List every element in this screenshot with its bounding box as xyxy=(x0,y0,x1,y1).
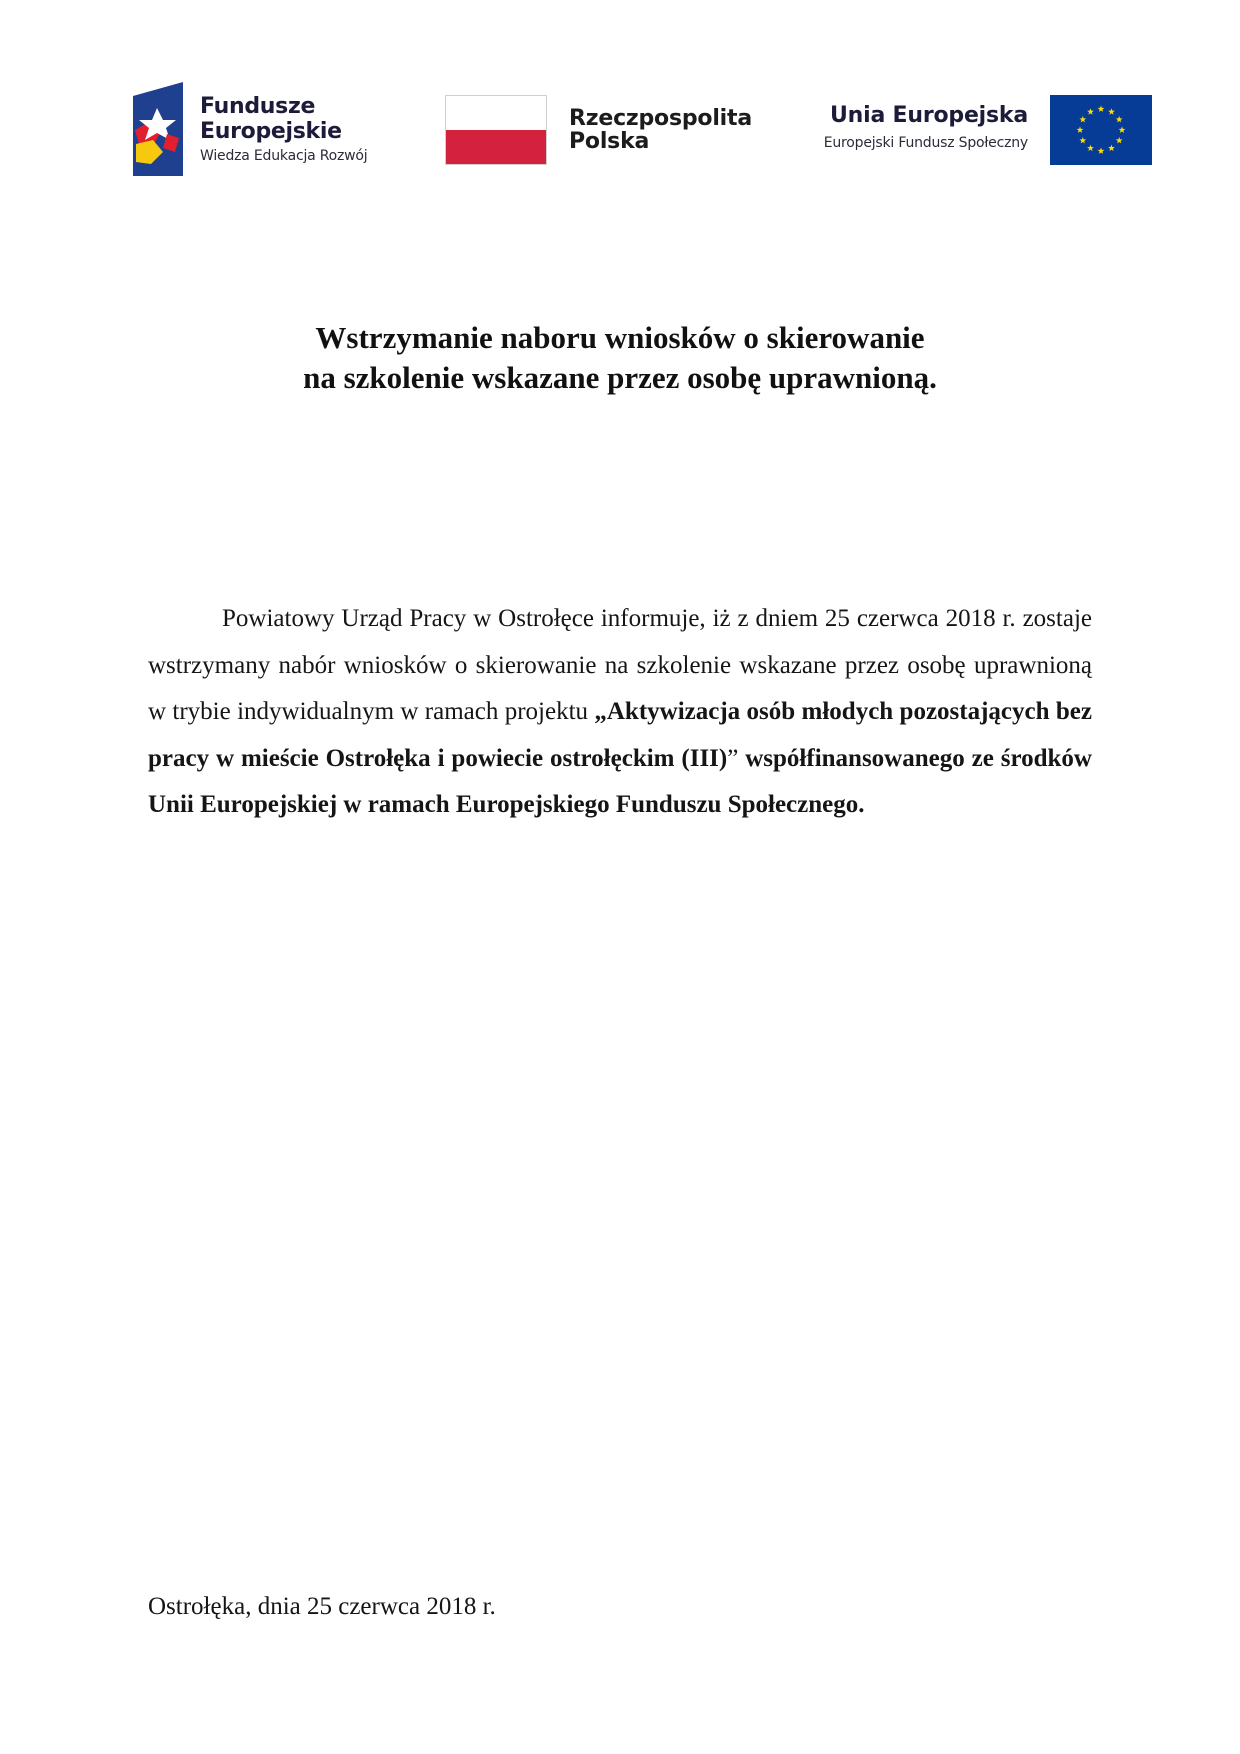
eu-star-icon xyxy=(1119,126,1126,133)
eu-star-icon xyxy=(1087,108,1094,115)
fundusze-europejskie-emblem-icon xyxy=(133,82,183,176)
unia-europejska-logo xyxy=(800,95,1152,167)
body-cofinance-text: współfinansowanego ze środków Unii Europejskiej w ramach Europejskiego Funduszu Społecznego. xyxy=(148,744,1092,818)
eu-star-icon xyxy=(1098,105,1105,112)
eu-star-icon xyxy=(1098,147,1105,154)
eu-star-icon xyxy=(1108,108,1115,115)
eu-star-icon xyxy=(1079,137,1086,144)
document-title-line-1: Wstrzymanie naboru wniosków o skierowanie xyxy=(315,320,925,355)
polish-flag-white-stripe xyxy=(446,96,546,130)
unia-europejska-name: Unia Europejska xyxy=(829,103,1028,128)
fundusze-europejskie-tagline: Wiedza Edukacja Rozwój xyxy=(200,148,368,164)
logo-header xyxy=(0,0,1240,200)
place-and-date: Ostrołęka, dnia 25 czerwca 2018 r. xyxy=(148,1593,496,1620)
rzeczpospolita-polska-logo xyxy=(445,95,765,167)
eu-star-icon xyxy=(1087,145,1094,152)
eu-stars-icon xyxy=(1050,95,1152,165)
body-quote-mark: ” xyxy=(727,744,739,772)
body-paragraph xyxy=(148,596,1092,829)
eu-flag-icon xyxy=(1050,95,1152,165)
document-title xyxy=(180,318,1060,398)
body-intro-text: Powiatowy Urząd Pracy w Ostrołęce informuje, iż z dniem 25 czerwca 2018 r. zostaje wstrzymany nabór wniosków o skierowanie na szkolenie wskazane przez osobę uprawnioną w trybie indywidualnym w ramach projektu xyxy=(148,605,1092,725)
document-title-line-2: na szkolenie wskazane przez osobę uprawnioną. xyxy=(303,360,937,395)
document-body xyxy=(148,596,1092,829)
polish-flag-red-stripe xyxy=(446,130,546,164)
eu-star-icon xyxy=(1116,137,1123,144)
body-project-name: „Aktywizacja osób młodych pozostających bez pracy w mieście Ostrołęka i powiecie ostrołęckim (III) xyxy=(148,698,1092,772)
polish-flag-icon xyxy=(445,95,547,165)
fundusze-europejskie-name: Fundusze Europejskie xyxy=(200,94,342,144)
unia-europejska-fund-name: Europejski Fundusz Społeczny xyxy=(823,135,1028,151)
rzeczpospolita-polska-name: Rzeczpospolita Polska xyxy=(569,106,752,154)
eu-star-icon xyxy=(1108,145,1115,152)
eu-star-icon xyxy=(1079,116,1086,123)
fundusze-europejskie-logo xyxy=(133,82,383,176)
eu-star-icon xyxy=(1077,126,1084,133)
eu-star-icon xyxy=(1116,116,1123,123)
